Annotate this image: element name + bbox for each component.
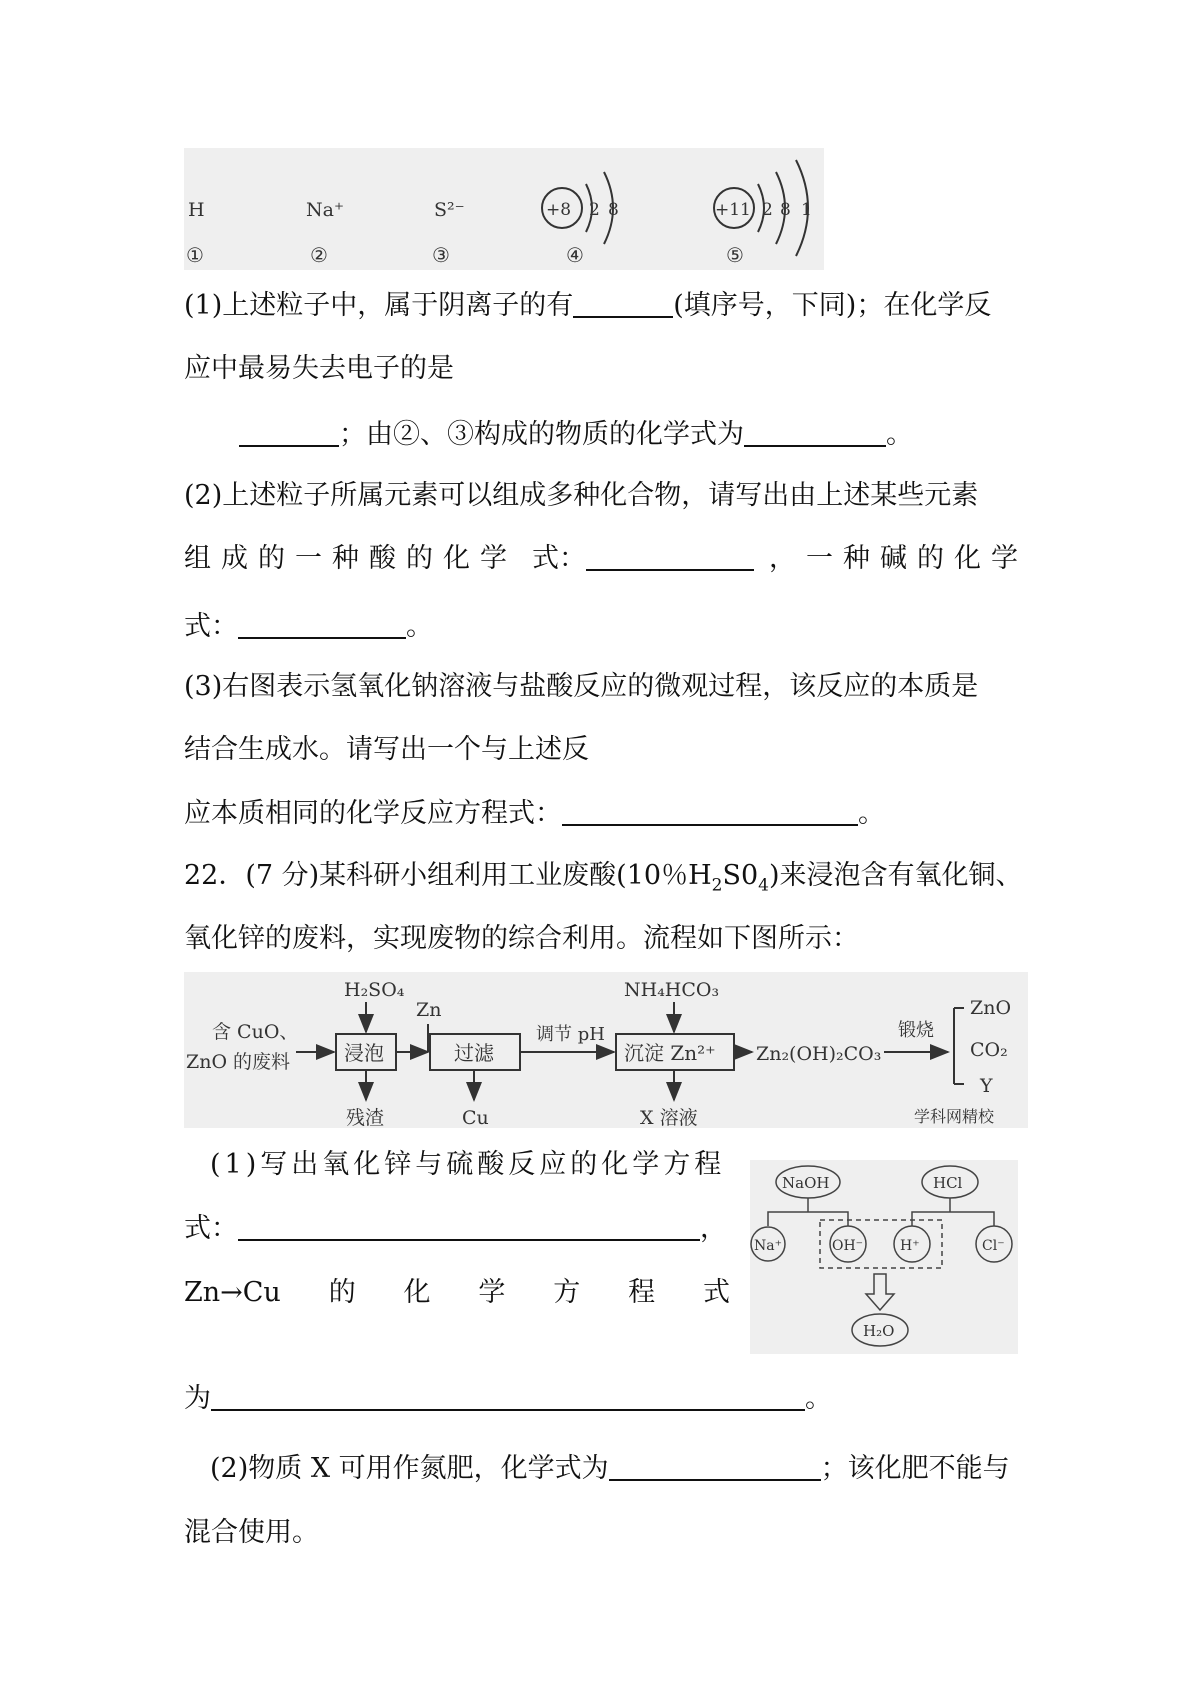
product-co2: CO₂ xyxy=(970,1039,1008,1061)
product-zno: ZnO xyxy=(970,997,1012,1019)
zn-word: 学 xyxy=(478,1277,506,1308)
answer-blank-zno-equation[interactable] xyxy=(238,1213,700,1241)
q22-p2-line2: 混合使用。 xyxy=(184,1517,319,1548)
q21-p2-line2: 组成的一种酸的化学 式： ，一种碱的化学 xyxy=(184,543,1028,574)
q21-p3-line3: 应本质相同的化学反应方程式： 。 xyxy=(184,798,885,829)
atom4-shell-1-count: 2 xyxy=(589,200,600,220)
q22-p2-line1: (2)物质 X 可用作氮肥，化学式为 ；该化肥不能与 xyxy=(210,1453,1010,1484)
atom5-core: +11 xyxy=(715,200,751,220)
q21-p3-line2: 结合生成水。请写出一个与上述反 xyxy=(184,734,589,765)
particle-number-4: ④ xyxy=(566,243,584,267)
input-nh4hco3: NH₄HCO₃ xyxy=(624,979,720,1001)
q22-p1-line1: (1)写出氧化锌与硫酸反应的化学方程 xyxy=(210,1149,726,1180)
zn-word: 的 xyxy=(328,1277,356,1308)
step-precipitate: 沉淀 Zn²⁺ xyxy=(624,1041,716,1065)
q21-p1-line2: 应中最易失去电子的是 xyxy=(184,353,454,384)
ion-oh: OH⁻ xyxy=(832,1238,864,1254)
calcine-label: 锻烧 xyxy=(898,1020,934,1041)
output-cu: Cu xyxy=(462,1107,489,1128)
q21-p2-line1: (2)上述粒子所属元素可以组成多种化合物，请写出由上述某些元素 xyxy=(184,480,979,511)
atom4-shell-2-count: 8 xyxy=(608,200,619,220)
output-residue: 残渣 xyxy=(346,1107,385,1128)
particle-number-3: ③ xyxy=(432,243,450,267)
ion-h: H⁺ xyxy=(900,1238,920,1254)
ion-na: Na⁺ xyxy=(754,1238,782,1254)
label-water: H₂O xyxy=(863,1322,895,1340)
zn-word: 程 xyxy=(628,1277,656,1308)
neutralization-figure xyxy=(750,1160,1018,1354)
process-flow-diagram xyxy=(184,972,1028,1128)
atom5-shell-2-count: 8 xyxy=(780,200,791,220)
particle-label-na: Na⁺ xyxy=(306,199,344,221)
particles-figure xyxy=(184,148,824,270)
answer-blank-equation[interactable] xyxy=(562,798,858,826)
zn-word: 方 xyxy=(553,1277,581,1308)
zn-word: 化 xyxy=(403,1277,431,1308)
ion-cl: Cl⁻ xyxy=(982,1238,1005,1254)
q21-p2-line3: 式： 。 xyxy=(184,611,433,642)
zn-word: Zn→Cu xyxy=(184,1277,281,1308)
input-h2so4: H₂SO₄ xyxy=(344,979,405,1001)
particle-number-5: ⑤ xyxy=(726,243,744,267)
atom5-shell-1-count: 2 xyxy=(762,200,773,220)
watermark: 学科网精校 xyxy=(914,1107,995,1126)
q21-p3-line1: (3)右图表示氢氧化钠溶液与盐酸反应的微观过程，该反应的本质是 xyxy=(184,671,979,702)
adjust-ph: 调节 pH xyxy=(536,1024,605,1045)
answer-blank-x-formula[interactable] xyxy=(609,1453,821,1481)
answer-blank-base[interactable] xyxy=(238,611,406,639)
q21-p1-line1: (1)上述粒子中，属于阴离子的有 (填序号，下同)；在化学反 xyxy=(184,290,992,321)
answer-blank-acid[interactable] xyxy=(586,543,754,571)
step-soak: 浸泡 xyxy=(344,1041,384,1065)
particle-label-h: H xyxy=(188,199,205,221)
step-filter: 过滤 xyxy=(454,1041,494,1065)
down-arrow-icon xyxy=(866,1274,894,1310)
particle-number-2: ② xyxy=(310,243,328,267)
label-naoh: NaOH xyxy=(782,1174,830,1192)
zn-word: 式 xyxy=(702,1277,730,1308)
q22-p1-line4: 为 。 xyxy=(184,1383,832,1414)
input-zn: Zn xyxy=(416,999,442,1021)
q22-p1-line2: 式： ， xyxy=(184,1213,727,1244)
atom4-core: +8 xyxy=(546,200,572,220)
product-y: Y xyxy=(980,1075,993,1097)
intermediate-compound: Zn₂(OH)₂CO₃ xyxy=(756,1043,882,1065)
answer-blank-anions[interactable] xyxy=(573,290,673,318)
feed-line-2: ZnO 的废料 xyxy=(186,1051,291,1073)
feed-line-1: 含 CuO、 xyxy=(212,1021,299,1043)
q22-heading-line2: 氧化锌的废料，实现废物的综合利用。流程如下图所示： xyxy=(184,923,859,954)
atom5-shell-3-count: 1 xyxy=(801,200,812,220)
particle-number-1: ① xyxy=(186,243,204,267)
answer-blank-zn-cu-equation[interactable] xyxy=(211,1383,805,1411)
q21-p1-line3: ；由②、③构成的物质的化学式为 。 xyxy=(239,418,913,452)
output-x-solution: X 溶液 xyxy=(640,1107,698,1128)
q22-heading-line1: 22．(7 分)某科研小组利用工业废酸(10％$H_2S0_4$)来浸泡含有氧化铜、 xyxy=(184,860,1023,896)
label-hcl: HCl xyxy=(933,1174,963,1192)
answer-blank-formula[interactable] xyxy=(744,419,886,447)
answer-blank-lose-electron[interactable] xyxy=(239,419,339,447)
q22-p1-line3 xyxy=(184,1276,730,1310)
particle-label-s: S²⁻ xyxy=(434,199,465,221)
